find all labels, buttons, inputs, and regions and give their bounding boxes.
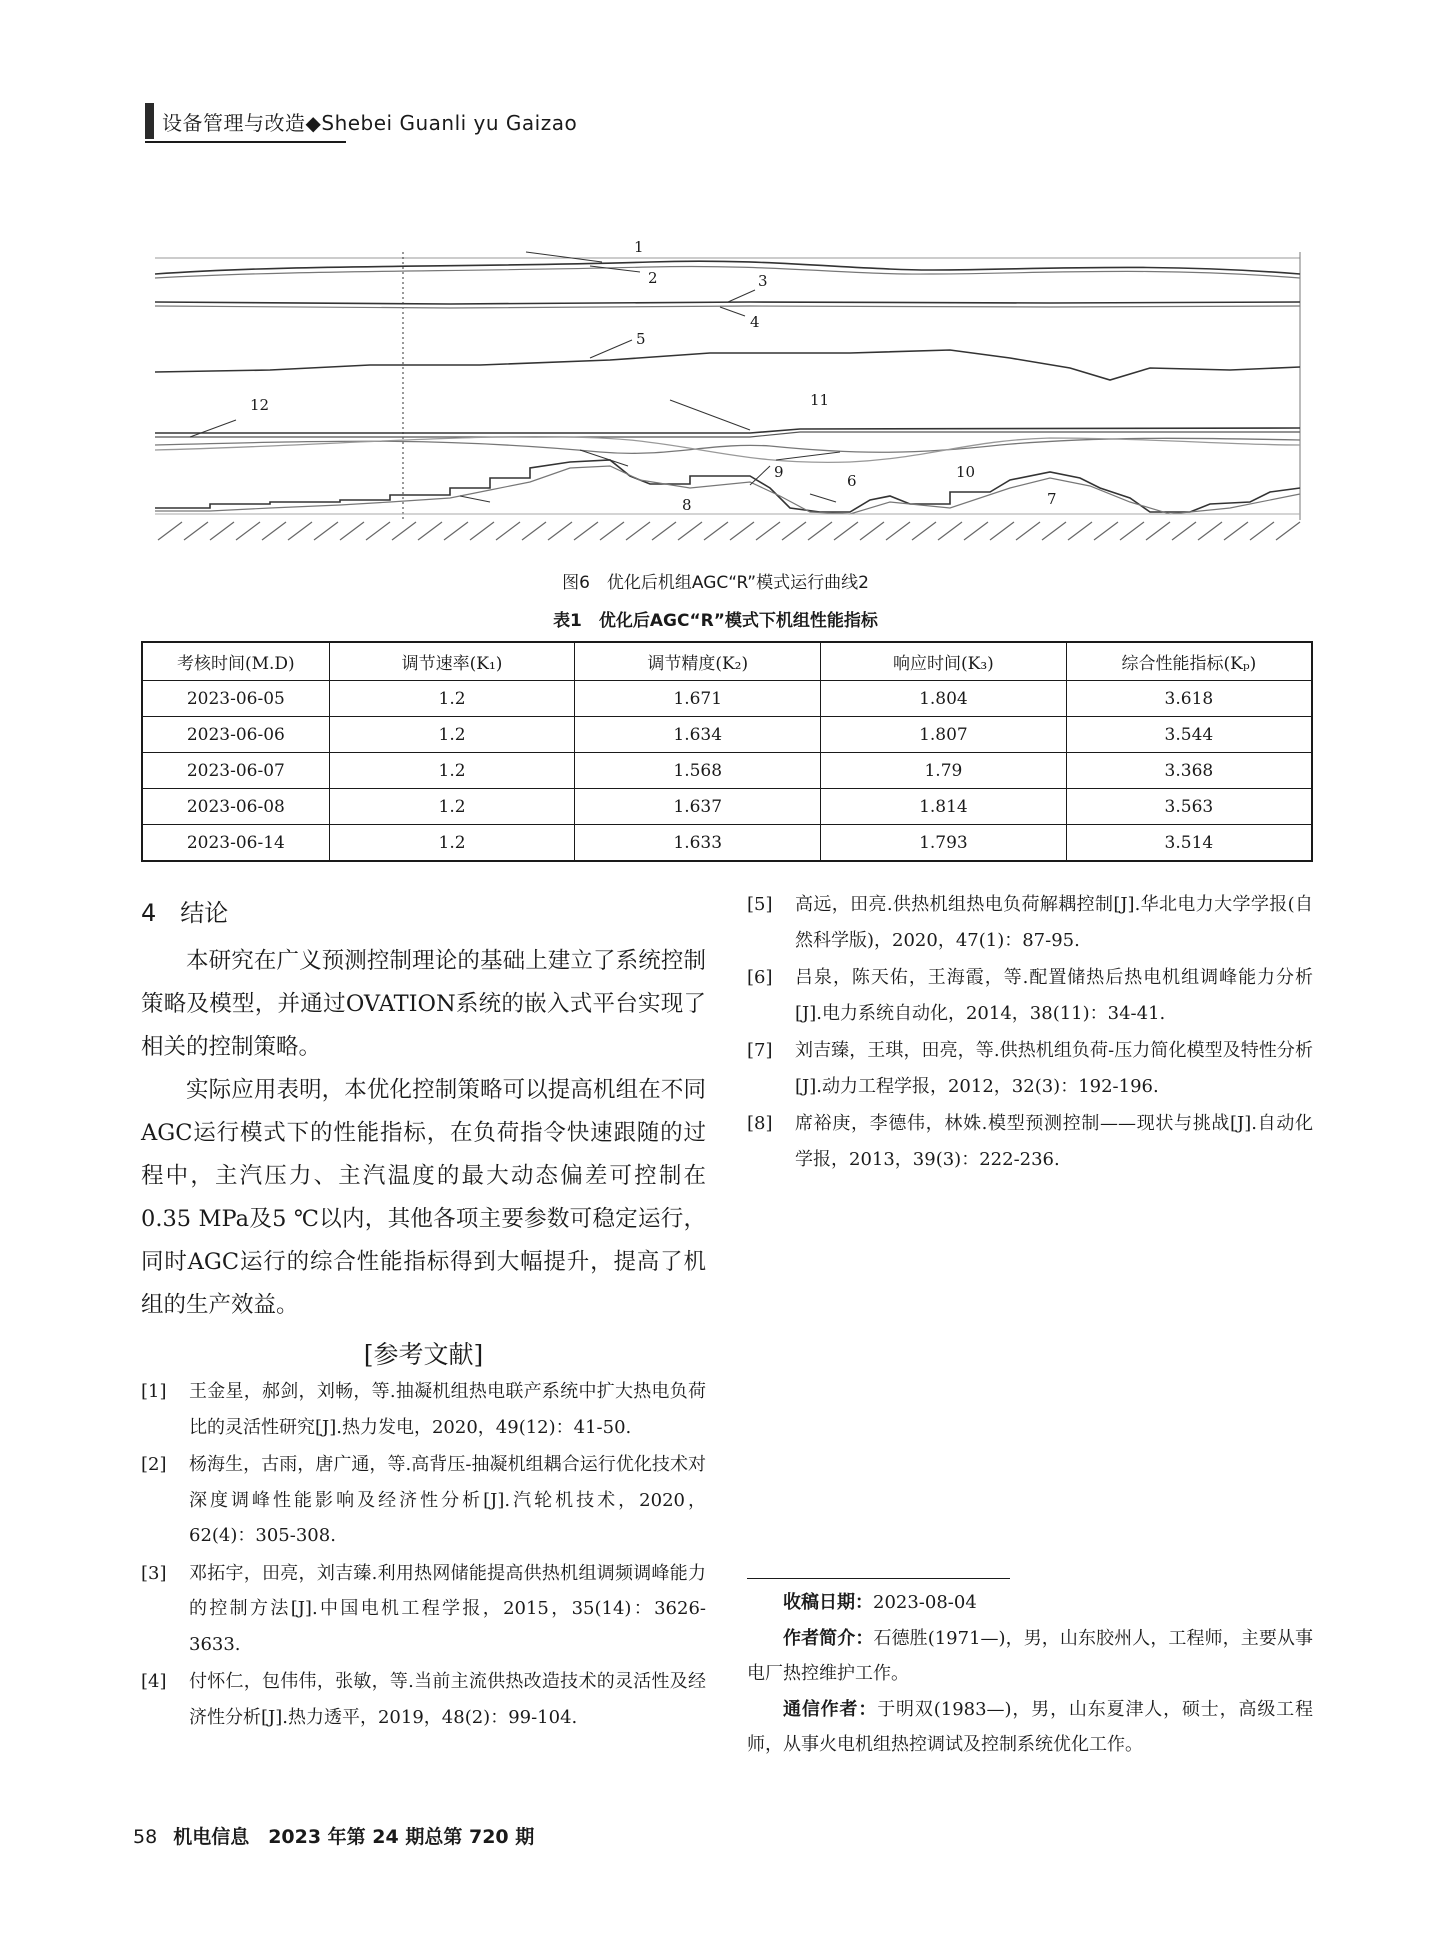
table-cell: 1.633 (575, 825, 821, 862)
figure-6-curves (150, 240, 1305, 545)
axis-tick-label-mark (522, 522, 546, 540)
axis-tick-label-mark (730, 522, 754, 540)
table-cell: 3.563 (1066, 789, 1312, 825)
page-number: 58 (133, 1826, 158, 1848)
reference-item (141, 1447, 706, 1554)
axis-tick-label-mark (808, 522, 832, 540)
table-row (142, 717, 1312, 753)
axis-tick-label-mark (886, 522, 910, 540)
section-heading: 4 结论 (141, 899, 229, 927)
reference-number: [8] (747, 1113, 773, 1134)
axis-tick-label-mark (574, 522, 598, 540)
axis-tick-label-mark (1016, 522, 1040, 540)
table-cell: 1.671 (575, 681, 821, 717)
table-cell: 1.2 (329, 825, 575, 862)
reference-number: [4] (141, 1671, 167, 1692)
reference-item (141, 1374, 706, 1445)
table-cell: 1.807 (821, 717, 1067, 753)
curve-label-7: 7 (1047, 490, 1057, 508)
axis-tick-label-mark (626, 522, 650, 540)
reference-item (747, 960, 1313, 1031)
table-cell: 1.2 (329, 717, 575, 753)
conclusion-text (141, 940, 706, 1327)
curve-label-12: 12 (250, 396, 270, 414)
axis-tick-label-mark (1224, 522, 1248, 540)
curve-label-2: 2 (648, 269, 658, 287)
curve-label-1: 1 (634, 240, 644, 256)
axis-tick-label-mark (1068, 522, 1092, 540)
axis-tick-label-mark (990, 522, 1014, 540)
axis-tick-label-mark (860, 522, 884, 540)
corresponding-author: 通信作者：于明双(1983—)，男，山东夏津人，硕士，高级工程师，从事火电机组热控调试及控制系统优化工作。 (747, 1698, 1313, 1755)
reference-item (141, 1556, 706, 1663)
axis-tick-label-mark (1094, 522, 1118, 540)
header-bar (145, 103, 154, 139)
table-cell: 1.2 (329, 753, 575, 789)
table-caption: 表1 优化后AGC“R”模式下机组性能指标 (553, 611, 878, 631)
curve-label-8: 8 (682, 496, 692, 514)
axis-tick-label-mark (340, 522, 364, 540)
table-cell: 1.2 (329, 681, 575, 717)
curve-label-10: 10 (956, 463, 976, 481)
reference-number: [5] (747, 894, 773, 915)
axis-tick-label-mark (782, 522, 806, 540)
curve-label-4: 4 (750, 313, 760, 331)
column-header: 考核时间(M.D) (142, 642, 329, 681)
curve-label-5: 5 (636, 330, 646, 348)
reference-item (747, 887, 1313, 958)
column-header: 调节精度(K₂) (575, 642, 821, 681)
table-cell: 2023-06-05 (142, 681, 329, 717)
author-bio: 作者简介：石德胜(1971—)，男，山东胶州人，工程师，主要从事电厂热控维护工作。 (747, 1627, 1314, 1684)
axis-tick-label-mark (210, 522, 234, 540)
reference-number: [7] (747, 1040, 773, 1061)
table-row (142, 825, 1312, 862)
axis-tick-label-mark (366, 522, 390, 540)
axis-tick-label-mark (652, 522, 676, 540)
axis-tick-label-mark (158, 522, 182, 540)
reference-list-right (747, 887, 1313, 1179)
reference-text: 付怀仁，包伟伟，张敏，等.当前主流供热改造技术的灵活性及经济性分析[J].热力透平，2019，48(2)：99-104. (189, 1671, 706, 1728)
axis-tick-label-mark (678, 522, 702, 540)
reference-item (141, 1664, 706, 1735)
reference-text: 席裕庚，李德伟，林姝.模型预测控制——现状与挑战[J].自动化学报，2013，39(3)：222-236. (795, 1113, 1313, 1170)
header-rule (145, 141, 346, 143)
axis-tick-label-mark (1120, 522, 1144, 540)
reference-text: 王金星，郝剑，刘畅，等.抽凝机组热电联产系统中扩大热电负荷比的灵活性研究[J].热力发电，2020，49(12)：41-50. (189, 1381, 706, 1438)
column-header: 响应时间(K₃) (821, 642, 1067, 681)
table-cell: 1.804 (821, 681, 1067, 717)
axis-tick-label-mark (834, 522, 858, 540)
axis-tick-label-mark (756, 522, 780, 540)
table-cell: 1.634 (575, 717, 821, 753)
reference-number: [2] (141, 1454, 167, 1475)
axis-tick-label-mark (1146, 522, 1170, 540)
reference-item (747, 1106, 1313, 1177)
reference-text: 高远，田亮.供热机组热电负荷解耦控制[J].华北电力大学学报(自然科学版)，2020，47(1)：87-95. (795, 894, 1313, 951)
axis-tick-label-mark (600, 522, 624, 540)
axis-tick-label-mark (288, 522, 312, 540)
figure-caption: 图6 优化后机组AGC“R”模式运行曲线2 (562, 573, 869, 593)
table-cell: 3.368 (1066, 753, 1312, 789)
curve-label-6: 6 (847, 472, 857, 490)
page-footer (133, 1822, 534, 1849)
table-row (142, 789, 1312, 825)
table-cell: 1.568 (575, 753, 821, 789)
reference-number: [1] (141, 1381, 167, 1402)
column-header: 综合性能指标(Kₚ) (1066, 642, 1312, 681)
reference-text: 杨海生，古雨，唐广通，等.高背压-抽凝机组耦合运行优化技术对深度调峰性能影响及经济性分析[J].汽轮机技术，2020，62(4)：305-308. (189, 1454, 706, 1546)
table-row (142, 753, 1312, 789)
reference-number: [6] (747, 967, 773, 988)
axis-tick-label-mark (1198, 522, 1222, 540)
axis-tick-label-mark (548, 522, 572, 540)
axis-tick-label-mark (444, 522, 468, 540)
axis-tick-label-mark (1042, 522, 1066, 540)
table-cell: 2023-06-08 (142, 789, 329, 825)
axis-tick-label-mark (236, 522, 260, 540)
table-header-row (142, 642, 1312, 681)
reference-number: [3] (141, 1562, 167, 1584)
table-cell: 3.544 (1066, 717, 1312, 753)
column-header: 调节速率(K₁) (329, 642, 575, 681)
curve-label-3: 3 (758, 272, 768, 290)
table-cell: 2023-06-06 (142, 717, 329, 753)
table-cell: 1.79 (821, 753, 1067, 789)
axis-tick-label-mark (262, 522, 286, 540)
axis-tick-label-mark (964, 522, 988, 540)
table-cell: 2023-06-07 (142, 753, 329, 789)
axis-tick-label-mark (938, 522, 962, 540)
reference-text: 刘吉臻，王琪，田亮，等.供热机组负荷-压力简化模型及特性分析[J].动力工程学报，2012，32(3)：192-196. (795, 1040, 1313, 1097)
reference-text: 邓拓宇，田亮，刘吉臻.利用热网储能提高供热机组调频调峰能力的控制方法[J].中国电机工程学报，2015，35(14)：3626-3633. (189, 1562, 706, 1655)
axis-tick-label-mark (496, 522, 520, 540)
running-header: 设备管理与改造◆Shebei Guanli yu Gaizao (162, 111, 578, 135)
axis-tick-label-mark (470, 522, 494, 540)
reference-item (747, 1033, 1313, 1104)
table-cell: 1.2 (329, 789, 575, 825)
received-date: 收稿日期：2023-08-04 (783, 1592, 977, 1613)
table-cell: 1.814 (821, 789, 1067, 825)
table-row (142, 681, 1312, 717)
axis-tick-label-mark (392, 522, 416, 540)
axis-tick-label-mark (1276, 522, 1300, 540)
table-cell: 2023-06-14 (142, 825, 329, 862)
axis-tick-label-mark (184, 522, 208, 540)
paragraph: 实际应用表明，本优化控制策略可以提高机组在不同AGC运行模式下的性能指标，在负荷指令快速跟随的过程中，主汽压力、主汽温度的最大动态偏差可控制在0.35 MPa及5 ℃以内，其他各项主要参数可稳定运行，同时AGC运行的综合性能指标得到大幅提升，提高了机组的生产效益。 (141, 1077, 706, 1318)
table-cell: 1.793 (821, 825, 1067, 862)
reference-text: 吕泉，陈天佑，王海霞，等.配置储热后热电机组调峰能力分析[J].电力系统自动化，2014，38(11)：34-41. (795, 967, 1313, 1024)
table-cell: 3.514 (1066, 825, 1312, 862)
axis-tick-label-mark (912, 522, 936, 540)
curve-label-11: 11 (810, 391, 830, 409)
axis-tick-label-mark (314, 522, 338, 540)
journal-issue: 机电信息 2023 年第 24 期总第 720 期 (173, 1826, 535, 1848)
table-cell: 1.637 (575, 789, 821, 825)
axis-tick-label-mark (418, 522, 442, 540)
reference-list-left (141, 1374, 706, 1737)
curve-label-9: 9 (774, 463, 784, 481)
performance-table (141, 641, 1313, 862)
axis-tick-label-mark (1250, 522, 1274, 540)
article-info (747, 1585, 1313, 1763)
footnote-rule (747, 1578, 1010, 1579)
axis-tick-label-mark (704, 522, 728, 540)
references-title: [参考文献] (363, 1340, 484, 1369)
axis-tick-label-mark (1172, 522, 1196, 540)
paragraph: 本研究在广义预测控制理论的基础上建立了系统控制策略及模型，并通过OVATION系统的嵌入式平台实现了相关的控制策略。 (141, 948, 706, 1060)
table-cell: 3.618 (1066, 681, 1312, 717)
